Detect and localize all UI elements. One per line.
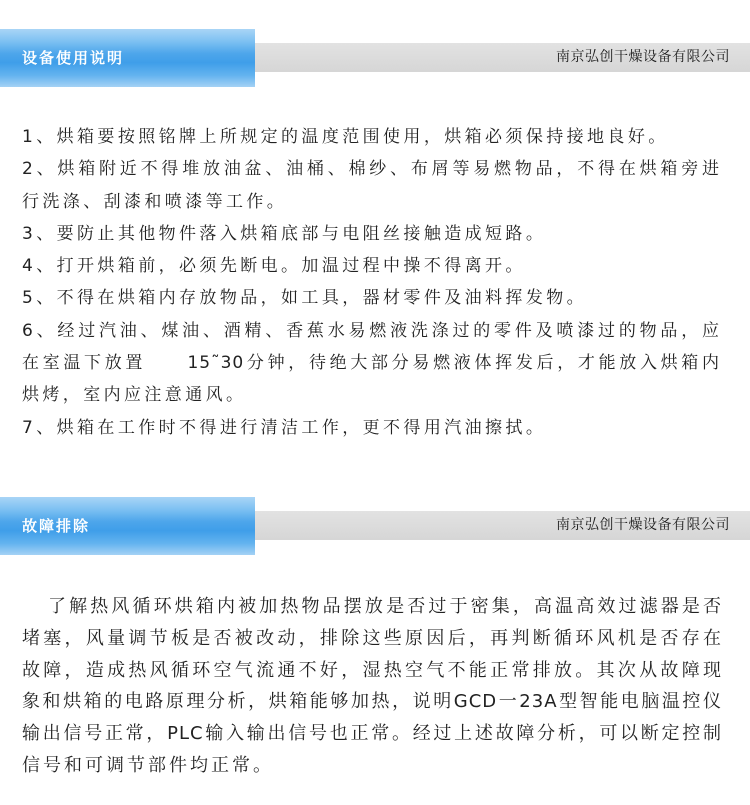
troubleshooting-section-header — [0, 497, 750, 555]
troubleshooting-paragraph — [22, 591, 732, 782]
list-item-continuation: 行洗涤、刮漆和喷漆等工作。 — [22, 191, 288, 212]
paragraph-line: 象和烘箱的电路原理分析，烘箱能够加热，说明GCD一23A型智能电脑温控仪 — [22, 691, 722, 713]
list-item: 7、烘箱在工作时不得进行清洁工作，更不得用汽油擦拭。 — [22, 417, 547, 438]
paragraph-line: 输出信号正常，PLC输入输出信号也正常。经过上述故障分析，可以断定控制 — [22, 723, 722, 745]
list-item-continuation: 在室温下放置 15˜30分钟，待绝大部分易燃液体挥发后，才能放入烘箱内 — [22, 353, 720, 374]
usage-instructions-list — [22, 121, 732, 444]
usage-company-name: 南京弘创干燥设备有限公司 — [556, 49, 730, 65]
troubleshooting-company-name: 南京弘创干燥设备有限公司 — [556, 517, 730, 533]
usage-section-header — [0, 29, 750, 87]
paragraph-line: 信号和可调节部件均正常。 — [22, 754, 274, 776]
paragraph-line: 故障，造成热风循环空气流通不好，湿热空气不能正常排放。其次从故障现 — [22, 659, 722, 681]
list-item: 2、烘箱附近不得堆放油盆、油桶、棉纱、布屑等易燃物品，不得在烘箱旁进 — [22, 159, 720, 180]
troubleshooting-section-title: 故障排除 — [22, 517, 91, 535]
list-item: 5、不得在烘箱内存放物品，如工具，器材零件及油料挥发物。 — [22, 288, 588, 309]
list-item: 1、烘箱要按照铭牌上所规定的温度范围使用，烘箱必须保持接地良好。 — [22, 127, 669, 147]
list-item: 3、要防止其他物件落入烘箱底部与电阻丝接触造成短路。 — [22, 223, 547, 244]
list-item: 4、打开烘箱前，必须先断电。加温过程中操不得离开。 — [22, 256, 526, 277]
paragraph-line: 了解热风循环烘箱内被加热物品摆放是否过于密集，高温高效过滤器是否 — [48, 596, 722, 617]
list-item: 6、经过汽油、煤油、酒精、香蕉水易燃液洗涤过的零件及喷漆过的物品，应 — [22, 320, 720, 341]
usage-section-title: 设备使用说明 — [22, 49, 125, 67]
paragraph-line: 堵塞，风量调节板是否被改动，排除这些原因后，再判断循环风机是否存在 — [22, 627, 722, 649]
list-item-continuation: 烘烤，室内应注意通风。 — [22, 385, 247, 406]
